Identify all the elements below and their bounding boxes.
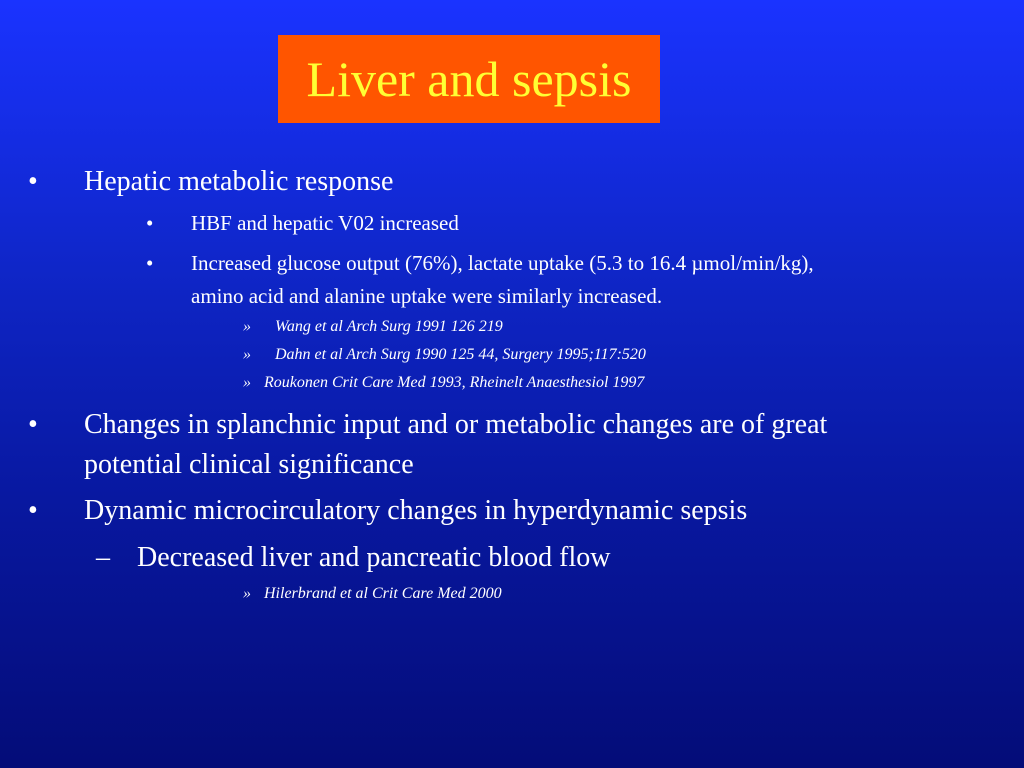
bullet-marker: • bbox=[28, 495, 38, 526]
bullet-text-line1: Changes in splanchnic input and or metabolic changes are of great bbox=[84, 409, 828, 440]
reference-marker: » bbox=[243, 374, 251, 391]
dash-marker: – bbox=[96, 542, 110, 573]
subbullet-text: HBF and hepatic V02 increased bbox=[191, 211, 459, 235]
reference-text: Hilerbrand et al Crit Care Med 2000 bbox=[264, 585, 502, 602]
reference-marker: » bbox=[243, 318, 251, 335]
reference-text: Dahn et al Arch Surg 1990 125 44, Surgery 1995;117:520 bbox=[275, 346, 646, 363]
bullet-text: Dynamic microcirculatory changes in hyperdynamic sepsis bbox=[84, 495, 748, 526]
reference-text: Roukonen Crit Care Med 1993, Rheinelt Anaesthesiol 1997 bbox=[264, 374, 645, 391]
subbullet-marker: • bbox=[146, 251, 154, 275]
bullet-text-line2: potential clinical significance bbox=[84, 449, 414, 480]
bullet-text: Hepatic metabolic response bbox=[84, 166, 394, 197]
slide-title: Liver and sepsis bbox=[306, 51, 632, 107]
reference-marker: » bbox=[243, 346, 251, 363]
reference-text: Wang et al Arch Surg 1991 126 219 bbox=[275, 318, 503, 335]
reference-marker: » bbox=[243, 585, 251, 602]
subbullet-text-line2: amino acid and alanine uptake were similarly increased. bbox=[191, 284, 663, 308]
subbullet-text-line1: Increased glucose output (76%), lactate uptake (5.3 to 16.4 µmol/min/kg), bbox=[191, 251, 814, 275]
title-box bbox=[278, 35, 660, 123]
subbullet-marker: • bbox=[146, 211, 154, 235]
bullet-marker: • bbox=[28, 409, 38, 440]
subbullet-text: Decreased liver and pancreatic blood flow bbox=[137, 542, 611, 573]
bullet-marker: • bbox=[28, 166, 38, 197]
